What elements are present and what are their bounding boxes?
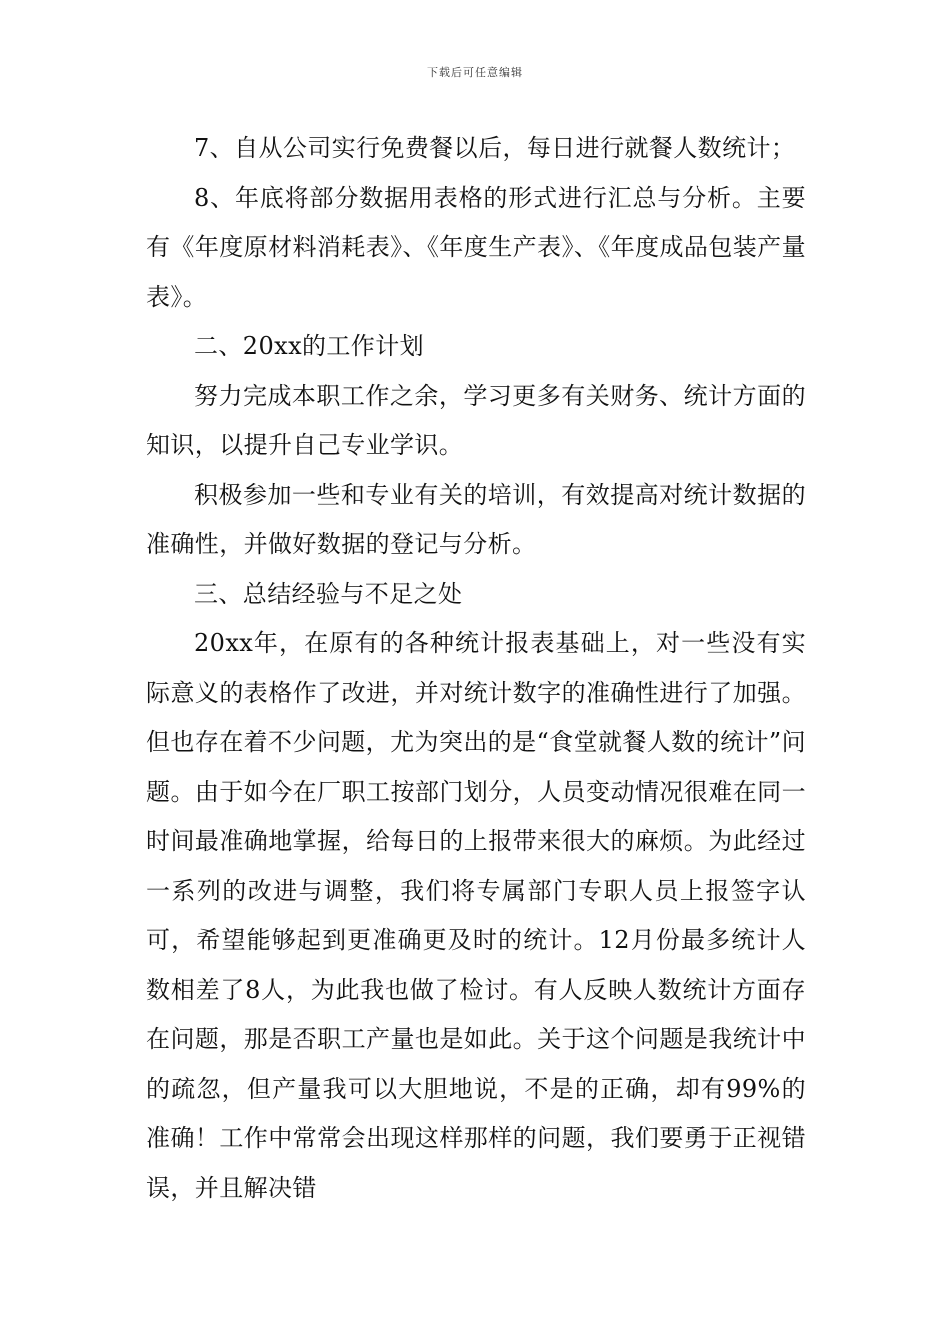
section-heading-summary: 三、总结经验与不足之处: [194, 579, 463, 608]
paragraph-summary: 20xx年，在原有的各种统计报表基础上，对一些没有实际意义的表格作了改进，并对统计数字的准确性进行了加强。但也存在着不少问题，尤为突出的是“食堂就餐人数的统计”问题。由于如今在厂职工按部门划分，人员变动情况很难在同一时间最准确地掌握，给每日的上报带来很大的麻烦。为此经过一系列的改进与调整，我们将专属部门专职人员上报签字认可，希望能够起到更准确更及时的统计。12月份最多统计人数相差了8人，为此我也做了检讨。有人反映人数统计方面存在问题，那是否职工产量也是如此。关于这个问题是我统计中的疏忽，但产量我可以大胆地说，不是的正确，却有99%的准确！工作中常常会出现这样那样的问题，我们要勇于正视错误，并且解决错: [146, 629, 806, 1202]
paragraph-item-7: 7、自从公司实行免费餐以后，每日进行就餐人数统计；: [194, 134, 796, 162]
paragraph-training: 积极参加一些和专业有关的培训，有效提高对统计数据的准确性，并做好数据的登记与分析。: [146, 480, 806, 558]
section-heading-work-plan: 二、20xx的工作计划: [194, 332, 425, 360]
paragraph-study: 努力完成本职工作之余，学习更多有关财务、统计方面的知识，以提升自己专业学识。: [146, 381, 806, 459]
document-body: [146, 124, 806, 1213]
page-header: 下载后可任意编辑: [427, 66, 523, 79]
paragraph-item-8: 8、年底将部分数据用表格的形式进行汇总与分析。主要有《年度原材料消耗表》、《年度生产表》、《年度成品包装产量表》。: [146, 183, 806, 311]
